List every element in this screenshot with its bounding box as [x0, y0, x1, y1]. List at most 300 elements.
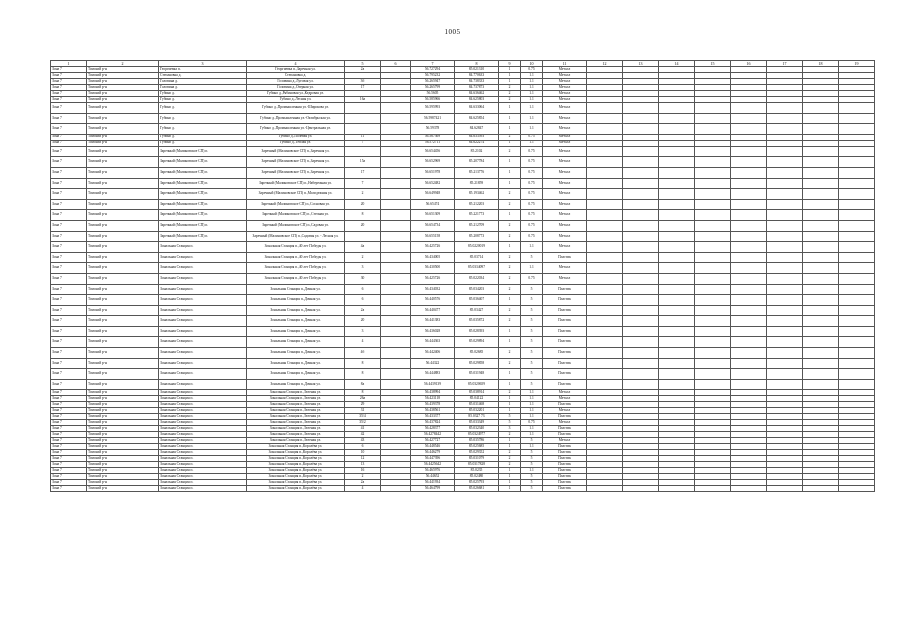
cell-col-1: Зона 7 — [51, 295, 87, 306]
cell-col-6 — [381, 263, 411, 274]
cell-col-17 — [767, 231, 803, 242]
cell-col-10: 1.1 — [521, 414, 543, 420]
cell-col-19 — [839, 157, 875, 168]
cell-col-10: 5 — [521, 474, 543, 480]
cell-col-3: Заречный (Малиновское СП) п. — [159, 146, 247, 157]
cell-col-7: 56.5987421 — [411, 113, 455, 124]
cell-col-14 — [659, 113, 695, 124]
cell-col-14 — [659, 199, 695, 210]
column-header-8: 8 — [455, 61, 499, 67]
cell-col-6 — [381, 231, 411, 242]
cell-col-19 — [839, 337, 875, 348]
cell-col-5: 3 — [345, 326, 381, 337]
cell-col-10: 5 — [521, 284, 543, 295]
cell-col-4: Зональная Станция п.,Королёва ул. — [247, 462, 345, 468]
cell-col-1: Зона 7 — [51, 438, 87, 444]
cell-col-13 — [623, 167, 659, 178]
cell-col-14 — [659, 124, 695, 135]
cell-col-18 — [803, 263, 839, 274]
cell-col-10: 1.1 — [521, 432, 543, 438]
cell-col-12 — [587, 337, 623, 348]
cell-col-7: 56.265799 — [411, 85, 455, 91]
cell-col-4: Зональная Станция п.,Дачная ул. — [247, 295, 345, 306]
cell-col-7: 56.727294 — [411, 67, 455, 73]
column-header-2: 2 — [87, 61, 159, 67]
cell-col-18 — [803, 326, 839, 337]
cell-col-11: Пластик — [543, 468, 587, 474]
cell-col-1: Зона 7 — [51, 113, 87, 124]
cell-col-16 — [731, 242, 767, 253]
cell-col-15 — [695, 379, 731, 390]
cell-col-10: 5 — [521, 480, 543, 486]
cell-col-18 — [803, 486, 839, 492]
cell-col-11: Металл — [543, 199, 587, 210]
column-header-4: 4 — [247, 61, 345, 67]
cell-col-14 — [659, 295, 695, 306]
cell-col-9: 1 — [499, 369, 521, 380]
cell-col-1: Зона 7 — [51, 348, 87, 359]
cell-col-4: Зональная Станция п.,Дачная ул. — [247, 326, 345, 337]
cell-col-9: 1 — [499, 396, 521, 402]
cell-col-7: 56.444363 — [411, 337, 455, 348]
cell-col-10: 1.1 — [521, 263, 543, 274]
cell-col-10: 5 — [521, 369, 543, 380]
cell-col-10: 5 — [521, 326, 543, 337]
cell-col-9: 1 — [499, 73, 521, 79]
cell-col-8: 85.035786 — [455, 438, 499, 444]
cell-col-10: 0.75 — [521, 134, 543, 140]
cell-col-15 — [695, 113, 731, 124]
cell-col-16 — [731, 337, 767, 348]
cell-col-11: Пластик — [543, 402, 587, 408]
cell-col-7: 56.4425642 — [411, 462, 455, 468]
table-row — [51, 369, 875, 380]
cell-col-11: Металл — [543, 85, 587, 91]
cell-col-8: 84.625803 — [455, 97, 499, 103]
cell-col-18 — [803, 220, 839, 231]
cell-col-6 — [381, 157, 411, 168]
cell-col-7: 56.428377 — [411, 426, 455, 432]
column-header-16: 16 — [731, 61, 767, 67]
cell-col-15 — [695, 326, 731, 337]
cell-col-9: 2 — [499, 199, 521, 210]
cell-col-4: Зональная Станция п.,40 лет Победы ул. — [247, 242, 345, 253]
cell-col-9: 3 — [499, 426, 521, 432]
cell-col-6 — [381, 486, 411, 492]
cell-col-10: 5 — [521, 462, 543, 468]
cell-col-11: Металл — [543, 189, 587, 200]
cell-col-15 — [695, 220, 731, 231]
cell-col-8: 85.21859 — [455, 178, 499, 189]
cell-col-2: Томский р-н — [87, 295, 159, 306]
cell-col-4: Головина д.,Луговая ул. — [247, 79, 345, 85]
cell-col-10: 1.1 — [521, 402, 543, 408]
cell-col-12 — [587, 157, 623, 168]
cell-col-5: 3б — [345, 79, 381, 85]
cell-col-4: Зональная Станция п.,Зеленая ул. — [247, 438, 345, 444]
cell-col-9: 2 — [499, 252, 521, 263]
cell-col-9: 1 — [499, 79, 521, 85]
cell-col-1: Зона 7 — [51, 140, 87, 146]
cell-col-11: Металл — [543, 67, 587, 73]
cell-col-16 — [731, 220, 767, 231]
cell-col-9: 5 — [499, 414, 521, 420]
cell-col-14 — [659, 242, 695, 253]
cell-col-2: Томский р-н — [87, 379, 159, 390]
cell-col-1: Зона 7 — [51, 305, 87, 316]
cell-col-16 — [731, 157, 767, 168]
cell-col-14 — [659, 103, 695, 114]
cell-col-2: Томский р-н — [87, 178, 159, 189]
cell-col-14 — [659, 337, 695, 348]
cell-col-9: 1 — [499, 468, 521, 474]
cell-col-1: Зона 7 — [51, 85, 87, 91]
cell-col-7: 56.465976 — [411, 468, 455, 474]
cell-col-4: Зональная Станция п.,Королёва ул. — [247, 480, 345, 486]
cell-col-11: Пластик — [543, 450, 587, 456]
cell-col-2: Томский р-н — [87, 85, 159, 91]
cell-col-1: Зона 7 — [51, 326, 87, 337]
cell-col-7: 56.439378 — [411, 402, 455, 408]
cell-col-3: Губино д. — [159, 140, 247, 146]
page-number: 1005 — [444, 28, 461, 36]
cell-col-19 — [839, 273, 875, 284]
cell-col-11: Пластик — [543, 414, 587, 420]
cell-col-10: 1.1 — [521, 468, 543, 474]
cell-col-2: Томский р-н — [87, 316, 159, 327]
cell-col-5: 8 — [345, 210, 381, 221]
cell-col-1: Зона 7 — [51, 199, 87, 210]
cell-col-11: Пластик — [543, 305, 587, 316]
table-row — [51, 273, 875, 284]
cell-col-2: Томский р-н — [87, 146, 159, 157]
cell-col-3: Губино д. — [159, 103, 247, 114]
cell-col-5: 20 — [345, 316, 381, 327]
cell-col-2: Томский р-н — [87, 305, 159, 316]
cell-col-16 — [731, 103, 767, 114]
cell-col-8: 85.032340 — [455, 426, 499, 432]
cell-col-14 — [659, 146, 695, 157]
cell-col-15 — [695, 295, 731, 306]
cell-col-2: Томский р-н — [87, 273, 159, 284]
table-row — [51, 124, 875, 135]
cell-col-10: 5 — [521, 456, 543, 462]
cell-col-4: Зональная Станция п.,Королёва ул. — [247, 444, 345, 450]
cell-col-7: 56.651978 — [411, 167, 455, 178]
cell-col-18 — [803, 273, 839, 284]
cell-col-12 — [587, 348, 623, 359]
cell-col-2: Томский р-н — [87, 390, 159, 396]
cell-col-8: 85.221773 — [455, 210, 499, 221]
cell-col-11: Металл — [543, 146, 587, 157]
cell-col-15 — [695, 369, 731, 380]
cell-col-8: 84.633593 — [455, 134, 499, 140]
cell-col-18 — [803, 199, 839, 210]
cell-col-16 — [731, 113, 767, 124]
cell-col-11: Металл — [543, 97, 587, 103]
cell-col-5: 2а — [345, 67, 381, 73]
cell-col-5: 3 — [345, 263, 381, 274]
cell-col-9: 1 — [499, 167, 521, 178]
cell-col-11: Металл — [543, 134, 587, 140]
cell-col-2: Томский р-н — [87, 73, 159, 79]
table-row — [51, 284, 875, 295]
cell-col-5: 8 — [345, 369, 381, 380]
cell-col-18 — [803, 103, 839, 114]
cell-col-19 — [839, 242, 875, 253]
cell-col-10: 1.1 — [521, 140, 543, 146]
cell-col-3: Заречный (Малиновское СП) п. — [159, 220, 247, 231]
cell-col-7: 56.423118 — [411, 396, 455, 402]
cell-col-7: 56.5605 — [411, 91, 455, 97]
cell-col-8: 84.625854 — [455, 113, 499, 124]
cell-col-11: Пластик — [543, 348, 587, 359]
cell-col-10: 1.1 — [521, 242, 543, 253]
cell-col-9: 2 — [499, 316, 521, 327]
cell-col-8: 85.038914 — [455, 390, 499, 396]
cell-col-1: Зона 7 — [51, 480, 87, 486]
cell-col-4: Зональная Станция п.,Дачная ул. — [247, 284, 345, 295]
cell-col-4: Зональная Станция п.,Дачная ул. — [247, 337, 345, 348]
cell-col-3: Зональная Станция п. — [159, 337, 247, 348]
cell-col-15 — [695, 337, 731, 348]
cell-col-13 — [623, 273, 659, 284]
cell-col-2: Томский р-н — [87, 242, 159, 253]
cell-col-18 — [803, 167, 839, 178]
cell-col-3: Зональная Станция п. — [159, 369, 247, 380]
cell-col-12 — [587, 284, 623, 295]
cell-col-5: 2а — [345, 480, 381, 486]
column-header-9: 9 — [499, 61, 521, 67]
cell-col-7: 56.434005 — [411, 252, 455, 263]
cell-col-10: 5 — [521, 252, 543, 263]
table-row — [51, 220, 875, 231]
cell-col-8: 84.636462 — [455, 91, 499, 97]
cell-col-7: 56.585966 — [411, 97, 455, 103]
cell-col-5 — [345, 113, 381, 124]
cell-col-15 — [695, 348, 731, 359]
cell-col-6 — [381, 379, 411, 390]
cell-col-7: 56.442406 — [411, 348, 455, 359]
cell-col-3: Зональная Станция п. — [159, 474, 247, 480]
cell-col-10: 1.1 — [521, 426, 543, 432]
cell-col-1: Зона 7 — [51, 210, 87, 221]
cell-col-8: 85.026681 — [455, 486, 499, 492]
cell-col-16 — [731, 305, 767, 316]
cell-col-4: Зональная Станция п.,Королёва ул. — [247, 456, 345, 462]
column-header-14: 14 — [659, 61, 695, 67]
cell-col-9: 1 — [499, 379, 521, 390]
cell-col-17 — [767, 252, 803, 263]
cell-col-3: Зональная Станция п. — [159, 402, 247, 408]
cell-col-19 — [839, 167, 875, 178]
cell-col-17 — [767, 157, 803, 168]
cell-col-5: 4 — [345, 486, 381, 492]
cell-col-2: Томский р-н — [87, 157, 159, 168]
cell-col-15 — [695, 284, 731, 295]
column-header-19: 19 — [839, 61, 875, 67]
cell-col-12 — [587, 178, 623, 189]
cell-col-11: Металл — [543, 408, 587, 414]
cell-col-3: Губино д. — [159, 97, 247, 103]
cell-col-7: 56.427727 — [411, 438, 455, 444]
cell-col-10: 0.75 — [521, 167, 543, 178]
cell-col-8: 84.770633 — [455, 73, 499, 79]
cell-col-3: Зональная Станция п. — [159, 468, 247, 474]
cell-col-12 — [587, 146, 623, 157]
cell-col-15 — [695, 273, 731, 284]
cell-col-19 — [839, 189, 875, 200]
cell-col-12 — [587, 326, 623, 337]
cell-col-4: Зональная Станция п.,Зеленая ул. — [247, 426, 345, 432]
cell-col-4: Заречный (Малиновское СП) п.,Заречная ул. — [247, 167, 345, 178]
cell-col-7: 56.654734 — [411, 220, 455, 231]
cell-col-7: 56.595993 — [411, 103, 455, 114]
cell-col-9: 1 — [499, 103, 521, 114]
cell-col-17 — [767, 263, 803, 274]
cell-col-8: 85.0320659 — [455, 379, 499, 390]
cell-col-12 — [587, 273, 623, 284]
cell-col-1: Зона 7 — [51, 358, 87, 369]
column-header-6: 6 — [381, 61, 411, 67]
table-row — [51, 337, 875, 348]
cell-col-5: 7 — [345, 178, 381, 189]
cell-col-8: 85.02480 — [455, 474, 499, 480]
cell-col-16 — [731, 167, 767, 178]
cell-col-14 — [659, 326, 695, 337]
cell-col-1: Зона 7 — [51, 390, 87, 396]
cell-col-11: Металл — [543, 438, 587, 444]
cell-col-17 — [767, 326, 803, 337]
column-header-18: 18 — [803, 61, 839, 67]
table-row — [51, 305, 875, 316]
cell-col-3: Зональная Станция п. — [159, 348, 247, 359]
cell-col-18 — [803, 379, 839, 390]
cell-col-12 — [587, 103, 623, 114]
cell-col-2: Томский р-н — [87, 420, 159, 426]
cell-col-2: Томский р-н — [87, 231, 159, 242]
cell-col-13 — [623, 326, 659, 337]
cell-col-13 — [623, 124, 659, 135]
cell-col-18 — [803, 369, 839, 380]
cell-col-8: 85.02685 — [455, 348, 499, 359]
cell-col-2: Томский р-н — [87, 189, 159, 200]
cell-col-9: 1 — [499, 337, 521, 348]
cell-col-2: Томский р-н — [87, 140, 159, 146]
cell-col-8: 85.022034 — [455, 273, 499, 284]
cell-col-9: 2 — [499, 456, 521, 462]
cell-col-7: 56.572711 — [411, 140, 455, 146]
cell-col-1: Зона 7 — [51, 220, 87, 231]
cell-col-13 — [623, 348, 659, 359]
cell-col-4: Заречный (Малиновское СП) п.,Садовая ул. - Лесная ул. — [247, 231, 345, 242]
cell-col-5: 6 — [345, 295, 381, 306]
cell-col-13 — [623, 486, 659, 492]
cell-col-5: 17 — [345, 85, 381, 91]
cell-col-11: Металл — [543, 263, 587, 274]
cell-col-7: 56.430500 — [411, 263, 455, 274]
cell-col-2: Томский р-н — [87, 396, 159, 402]
cell-col-5: 6 — [345, 284, 381, 295]
table-row — [51, 242, 875, 253]
cell-col-17 — [767, 295, 803, 306]
cell-col-13 — [623, 242, 659, 253]
cell-col-10: 1.1 — [521, 85, 543, 91]
cell-col-18 — [803, 337, 839, 348]
cell-col-17 — [767, 220, 803, 231]
cell-col-3: Зональная Станция п. — [159, 284, 247, 295]
cell-col-1: Зона 7 — [51, 91, 87, 97]
cell-col-3: Зональная Станция п. — [159, 316, 247, 327]
cell-col-2: Томский р-н — [87, 456, 159, 462]
cell-col-12 — [587, 379, 623, 390]
cell-col-19 — [839, 210, 875, 221]
cell-col-11: Металл — [543, 220, 587, 231]
cell-col-9: 1 — [499, 295, 521, 306]
cell-col-2: Томский р-н — [87, 474, 159, 480]
cell-col-14 — [659, 263, 695, 274]
cell-col-2: Томский р-н — [87, 252, 159, 263]
cell-col-2: Томский р-н — [87, 408, 159, 414]
cell-col-19 — [839, 178, 875, 189]
cell-col-17 — [767, 369, 803, 380]
cell-col-9: 1 — [499, 178, 521, 189]
cell-col-8: 85.034203 — [455, 284, 499, 295]
cell-col-4: Зональная Станция п.,Зеленая ул. — [247, 420, 345, 426]
cell-col-19 — [839, 358, 875, 369]
cell-col-4: Зональная Станция п.,Королёва ул. — [247, 486, 345, 492]
cell-col-8: 85.031079 — [455, 456, 499, 462]
cell-col-3: Зональная Станция п. — [159, 252, 247, 263]
cell-col-14 — [659, 316, 695, 327]
cell-col-12 — [587, 305, 623, 316]
cell-col-10: 5 — [521, 316, 543, 327]
cell-col-9: 1 — [499, 326, 521, 337]
cell-col-5: 12 — [345, 456, 381, 462]
cell-col-14 — [659, 157, 695, 168]
cell-col-7: 56.265947 — [411, 79, 455, 85]
cell-col-8: 84.62847 — [455, 124, 499, 135]
cell-col-10: 5 — [521, 486, 543, 492]
cell-col-4: Губино д.,Промышленная ул.-Широкова ул. — [247, 103, 345, 114]
cell-col-13 — [623, 358, 659, 369]
cell-col-9: 2 — [499, 189, 521, 200]
cell-col-14 — [659, 220, 695, 231]
cell-col-18 — [803, 113, 839, 124]
cell-col-5: 4а — [345, 242, 381, 253]
cell-col-2: Томский р-н — [87, 462, 159, 468]
cell-col-11: Металл — [543, 390, 587, 396]
cell-col-12 — [587, 263, 623, 274]
cell-col-11: Металл — [543, 210, 587, 221]
cell-col-10: 5 — [521, 348, 543, 359]
cell-col-2: Томский р-н — [87, 468, 159, 474]
cell-col-7: 56.59378 — [411, 124, 455, 135]
cell-col-16 — [731, 273, 767, 284]
cell-col-3: Заречный (Малиновское СП) п. — [159, 167, 247, 178]
cell-col-11: Металл — [543, 140, 587, 146]
cell-col-4: Зональная Станция п.,Зеленая ул. — [247, 390, 345, 396]
cell-col-5: 4 — [345, 337, 381, 348]
cell-col-12 — [587, 358, 623, 369]
cell-col-5: 2 — [345, 189, 381, 200]
cell-col-2: Томский р-н — [87, 199, 159, 210]
cell-col-9: 1 — [499, 402, 521, 408]
cell-col-10: 0.75 — [521, 67, 543, 73]
cell-col-14 — [659, 167, 695, 178]
cell-col-11: Пластик — [543, 326, 587, 337]
column-header-5: 5 — [345, 61, 381, 67]
